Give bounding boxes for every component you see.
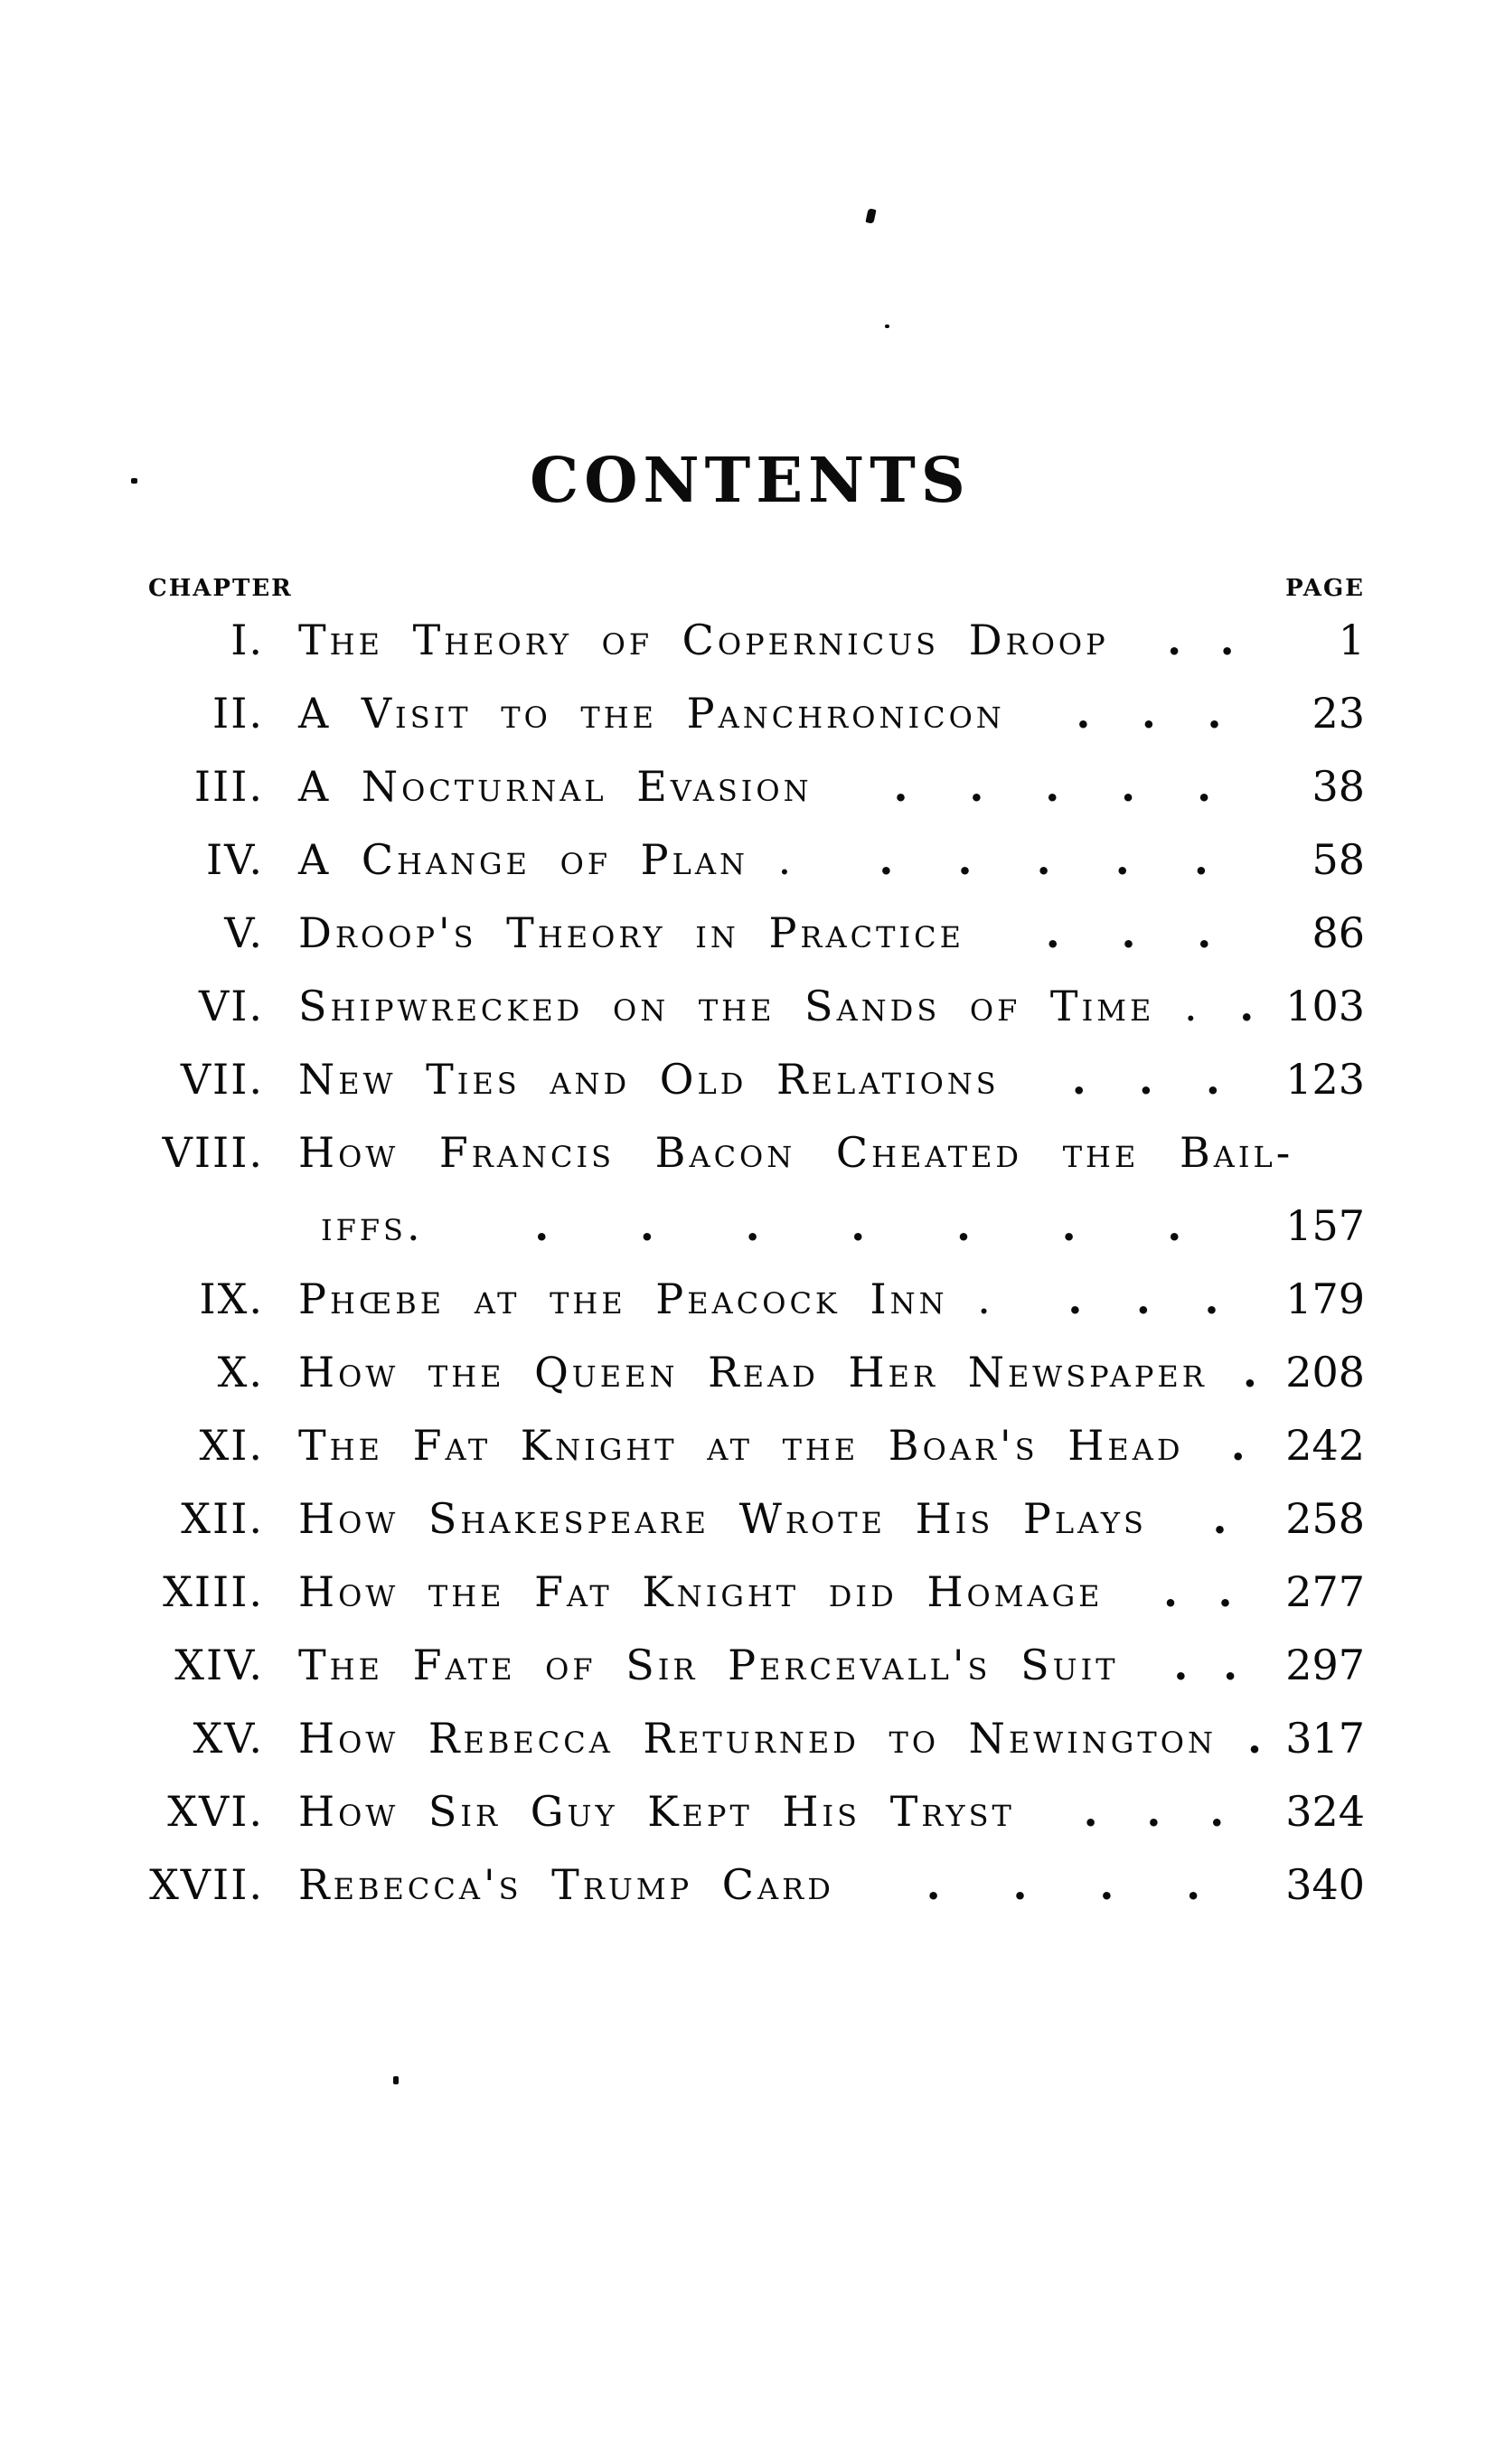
leader-dot: . xyxy=(639,1204,654,1247)
leader-dot: . xyxy=(1167,618,1182,662)
chapter-title: A Visit to the Panchronicon xyxy=(298,689,1005,738)
chapter-numeral: VIII. xyxy=(162,1128,264,1177)
leader-dots xyxy=(1236,1716,1273,1760)
toc-entry xyxy=(136,835,1365,911)
leader-dot: . xyxy=(1218,1570,1233,1613)
leader-dots xyxy=(1203,1424,1273,1467)
leader-dots xyxy=(854,1863,1273,1906)
page-title: CONTENTS xyxy=(530,445,971,517)
toc-entry xyxy=(136,1716,1365,1790)
toc-entry xyxy=(136,1860,1365,1936)
chapter-title: The Fat Knight at the Boar's Head xyxy=(298,1421,1184,1470)
leader-dot: . xyxy=(1167,1204,1182,1247)
leader-dot: . xyxy=(1242,1350,1257,1394)
leader-dots xyxy=(984,911,1273,955)
leader-dot: . xyxy=(745,1204,760,1247)
ink-speck xyxy=(131,478,137,484)
leader-dot: . xyxy=(879,838,894,881)
leader-dot: . xyxy=(1141,691,1156,735)
leader-dots xyxy=(814,838,1273,881)
chapter-title: Shipwrecked on the Sands of Time . xyxy=(298,982,1201,1030)
leader-dots xyxy=(444,1204,1273,1247)
page-number: 103 xyxy=(1285,982,1365,1030)
toc-entry xyxy=(136,1787,1365,1863)
leader-dot: . xyxy=(969,765,984,808)
ink-speck xyxy=(885,324,889,328)
leader-dot: . xyxy=(926,1863,941,1906)
chapter-title-continued: iffs. xyxy=(321,1201,424,1250)
page-number: 86 xyxy=(1312,908,1365,957)
toc-entry xyxy=(136,691,1365,765)
chapter-numeral: XVII. xyxy=(149,1860,264,1909)
leader-dot: . xyxy=(1099,1863,1114,1906)
chapter-title: How Rebecca Returned to Newington xyxy=(298,1714,1217,1763)
leader-dot: . xyxy=(1207,691,1222,735)
chapter-title: The Theory of Copernicus Droop xyxy=(298,616,1109,664)
chapter-numeral: XI. xyxy=(199,1421,264,1470)
leader-dot: . xyxy=(1036,838,1051,881)
leader-dots xyxy=(1139,1643,1273,1687)
toc-entry xyxy=(136,908,1365,984)
chapter-numeral: XIII. xyxy=(163,1567,264,1616)
chapter-numeral: IX. xyxy=(199,1274,264,1323)
page-number: 340 xyxy=(1285,1860,1365,1909)
leader-dot: . xyxy=(1197,765,1212,808)
leader-dot: . xyxy=(1012,1863,1028,1906)
chapter-title: Droop's Theory in Practice xyxy=(298,908,964,957)
chapter-title: A Nocturnal Evasion xyxy=(298,762,813,811)
leader-dot: . xyxy=(1121,911,1136,955)
chapter-numeral: II. xyxy=(212,689,264,738)
toc-entry xyxy=(136,762,1365,838)
page-column-label: PAGE xyxy=(1285,575,1365,602)
chapter-title: The Fate of Sir Percevall's Suit xyxy=(298,1641,1119,1689)
leader-dot: . xyxy=(1135,1277,1151,1321)
page-number: 179 xyxy=(1285,1274,1365,1323)
leader-dots xyxy=(1167,1497,1273,1540)
leader-dot: . xyxy=(1193,838,1208,881)
toc-entry xyxy=(136,1274,1365,1350)
leader-dot: . xyxy=(1045,911,1060,955)
toc-entry xyxy=(136,1567,1365,1643)
leader-dots xyxy=(1129,618,1273,662)
chapter-title: How Shakespeare Wrote His Plays xyxy=(298,1494,1147,1543)
chapter-numeral: VI. xyxy=(198,982,264,1030)
page-number: 123 xyxy=(1285,1055,1365,1104)
page-number: 38 xyxy=(1312,762,1365,811)
chapter-title: How Francis Bacon Cheated the Bail- xyxy=(298,1128,1294,1177)
leader-dot: . xyxy=(851,1204,866,1247)
leader-dots xyxy=(1227,1350,1273,1394)
leader-dot: . xyxy=(1067,1277,1083,1321)
chapter-numeral: XVI. xyxy=(167,1787,264,1836)
chapter-numeral: XV. xyxy=(193,1714,264,1763)
page-number: 258 xyxy=(1285,1494,1365,1543)
leader-dot: . xyxy=(1173,1643,1189,1687)
toc-column-headers xyxy=(136,575,1365,602)
leader-dots xyxy=(1221,984,1273,1028)
chapter-numeral: IV. xyxy=(206,835,264,884)
leader-dot: . xyxy=(1061,1204,1077,1247)
chapter-title: How the Queen Read Her Newspaper xyxy=(298,1348,1208,1397)
chapter-numeral: V. xyxy=(224,908,264,957)
leader-dot: . xyxy=(1219,618,1235,662)
leader-dot: . xyxy=(957,838,973,881)
leader-dot: . xyxy=(1076,691,1091,735)
toc-entry xyxy=(136,984,1365,1058)
page-number: 324 xyxy=(1285,1787,1365,1836)
leader-dot: . xyxy=(1138,1058,1153,1101)
chapter-title: A Change of Plan . xyxy=(298,835,795,884)
leader-dot: . xyxy=(1212,1497,1227,1540)
chapter-title: How Sir Guy Kept His Tryst xyxy=(298,1787,1015,1836)
page-number: 58 xyxy=(1312,835,1365,884)
chapter-title: How the Fat Knight did Homage xyxy=(298,1567,1104,1616)
leader-dots xyxy=(1014,1277,1273,1321)
leader-dot: . xyxy=(1197,911,1212,955)
page-number: 242 xyxy=(1285,1421,1365,1470)
table-of-contents xyxy=(136,618,1365,1936)
chapter-numeral: VII. xyxy=(180,1055,264,1104)
leader-dots xyxy=(1035,1790,1273,1833)
page-number: 277 xyxy=(1285,1567,1365,1616)
page-number: 23 xyxy=(1312,689,1365,738)
leader-dots xyxy=(1020,1058,1273,1101)
leader-dots xyxy=(832,765,1273,808)
toc-entry xyxy=(136,1643,1365,1716)
chapter-numeral: I. xyxy=(230,616,264,664)
leader-dot: . xyxy=(1146,1790,1161,1833)
toc-entry xyxy=(136,1494,1365,1570)
ink-speck xyxy=(393,2076,399,2084)
toc-entry-continuation xyxy=(136,1201,1365,1277)
leader-dot: . xyxy=(1246,1716,1262,1760)
chapter-numeral: III. xyxy=(193,762,264,811)
page-number: 317 xyxy=(1285,1714,1365,1763)
chapter-column-label: CHAPTER xyxy=(148,575,293,602)
leader-dot: . xyxy=(1114,838,1130,881)
ink-speck xyxy=(865,208,876,224)
page-number: 157 xyxy=(1285,1201,1365,1250)
leader-dot: . xyxy=(1045,765,1060,808)
toc-entry xyxy=(136,1055,1365,1131)
toc-entry xyxy=(136,618,1365,691)
page-number: 297 xyxy=(1285,1641,1365,1689)
leader-dot: . xyxy=(1121,765,1136,808)
chapter-numeral: X. xyxy=(217,1348,264,1397)
chapter-title: Rebecca's Trump Card xyxy=(298,1860,834,1909)
chapter-numeral: XII. xyxy=(181,1494,264,1543)
leader-dot: . xyxy=(955,1204,971,1247)
leader-dot: . xyxy=(1209,1790,1225,1833)
toc-entry xyxy=(136,1128,1365,1204)
leader-dot: . xyxy=(1230,1424,1246,1467)
leader-dot: . xyxy=(1205,1058,1220,1101)
leader-dot: . xyxy=(1083,1790,1098,1833)
leader-dots xyxy=(1025,691,1273,735)
leader-dot: . xyxy=(1204,1277,1219,1321)
chapter-title: Phœbe at the Peacock Inn . xyxy=(298,1274,994,1323)
leader-dot: . xyxy=(1162,1570,1178,1613)
chapter-title: New Ties and Old Relations xyxy=(298,1055,1000,1104)
leader-dots xyxy=(1124,1570,1274,1613)
toc-entry xyxy=(136,1350,1365,1424)
leader-dot: . xyxy=(1071,1058,1086,1101)
leader-dot: . xyxy=(534,1204,550,1247)
toc-entry xyxy=(136,1421,1365,1497)
leader-dot: . xyxy=(1186,1863,1201,1906)
leader-dot: . xyxy=(1239,984,1255,1028)
leader-dot: . xyxy=(893,765,908,808)
page-number: 1 xyxy=(1338,616,1365,664)
leader-dot: . xyxy=(1223,1643,1238,1687)
page-number: 208 xyxy=(1285,1348,1365,1397)
chapter-numeral: XIV. xyxy=(174,1641,264,1689)
